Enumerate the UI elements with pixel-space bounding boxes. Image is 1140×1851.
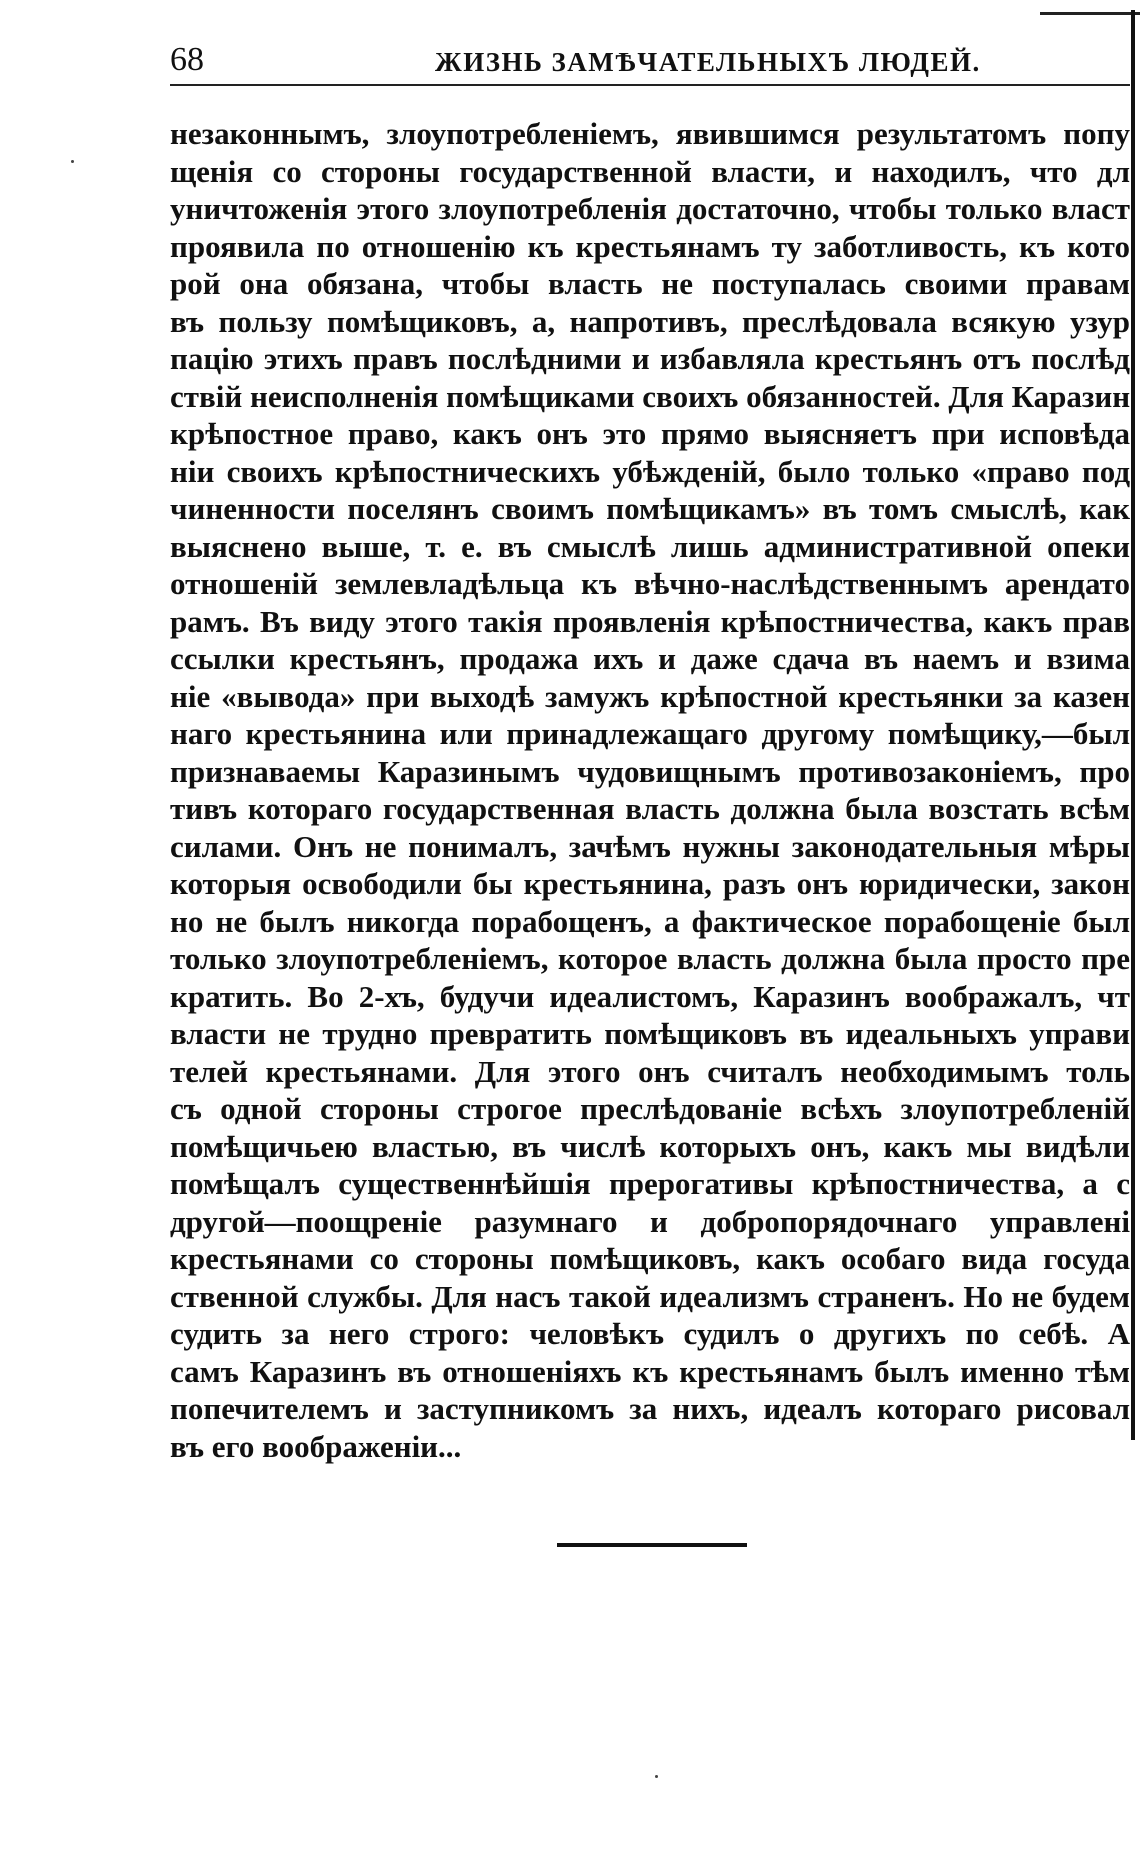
text-line: но не былъ никогда порабощенъ, а фактическое порабощеніе был bbox=[170, 903, 1130, 939]
text-line: ствій неисполненія помѣщиками своихъ обязанностей. Для Каразин bbox=[170, 378, 1130, 414]
text-line: кратить. Во 2-хъ, будучи идеалистомъ, Каразинъ воображалъ, чт bbox=[170, 978, 1130, 1014]
top-edge-rule bbox=[1040, 12, 1140, 15]
text-line: рамъ. Въ виду этого такія проявленія крѣпостничества, какъ прав bbox=[170, 603, 1130, 639]
text-line-last: въ его воображеніи... bbox=[170, 1428, 462, 1464]
text-line: помѣщалъ существеннѣйшія прерогативы крѣпостничества, а с bbox=[170, 1166, 1130, 1201]
text-line: незаконнымъ, злоупотребленіемъ, явившимся результатомъ попу bbox=[170, 116, 1130, 151]
page-gutter-edge bbox=[1131, 10, 1135, 1440]
scan-speck bbox=[655, 1775, 658, 1778]
text-line: отношеній землевладѣльца къ вѣчно-наслѣдственнымъ арендато bbox=[170, 566, 1130, 601]
text-line: въ пользу помѣщиковъ, а, напротивъ, преслѣдовала всякую узур bbox=[170, 303, 1130, 339]
text-line: попечителемъ и заступникомъ за нихъ, идеалъ котораго рисовал bbox=[170, 1391, 1130, 1426]
page-header bbox=[170, 38, 1130, 82]
text-line: наго крестьянина или принадлежащаго другому помѣщику,—был bbox=[170, 716, 1130, 751]
text-line: власти не трудно превратить помѣщиковъ въ идеальныхъ управи bbox=[170, 1016, 1130, 1051]
text-line: съ одной стороны строгое преслѣдованіе всѣхъ злоупотребленій bbox=[170, 1091, 1130, 1126]
running-title: ЖИЗНЬ ЗАМѢЧАТЕЛЬНЫХЪ ЛЮДЕЙ. bbox=[435, 47, 981, 77]
body-text bbox=[170, 115, 1130, 1465]
text-line: ніе «вывода» при выходѣ замужъ крѣпостной крестьянки за казен bbox=[170, 678, 1130, 714]
text-line: пацію этихъ правъ послѣдними и избавляла крестьянъ отъ послѣд bbox=[170, 341, 1130, 376]
text-line: судить за него строго: человѣкъ судилъ о другихъ по себѣ. А bbox=[170, 1316, 1130, 1351]
text-line: выяснено выше, т. е. въ смыслѣ лишь административной опеки bbox=[170, 528, 1130, 564]
text-line: щенія со стороны государственной власти, и находилъ, что дл bbox=[170, 153, 1130, 189]
text-line: крѣпостное право, какъ онъ это прямо выясняетъ при исповѣда bbox=[170, 416, 1130, 451]
section-end-rule bbox=[557, 1543, 747, 1547]
text-line: которыя освободили бы крестьянина, разъ онъ юридически, закон bbox=[170, 866, 1130, 901]
text-line: проявила по отношенію къ крестьянамъ ту заботливость, къ кото bbox=[170, 228, 1130, 264]
text-line: только злоупотребленіемъ, которое власть должна была просто пре bbox=[170, 941, 1130, 976]
text-line: ссылки крестьянъ, продажа ихъ и даже сдача въ наемъ и взима bbox=[170, 641, 1130, 676]
scan-speck bbox=[71, 160, 74, 163]
text-line: тивъ котораго государственная власть должна была возстать всѣм bbox=[170, 791, 1130, 826]
text-line: другой—поощреніе разумнаго и добропорядочнаго управлені bbox=[170, 1203, 1130, 1239]
text-line: признаваемы Каразинымъ чудовищнымъ противозаконіемъ, про bbox=[170, 753, 1130, 789]
page-number: 68 bbox=[170, 41, 204, 78]
text-line: помѣщичьею властью, въ числѣ которыхъ онъ, какъ мы видѣли bbox=[170, 1128, 1130, 1164]
header-rule bbox=[170, 84, 1130, 86]
text-line: телей крестьянами. Для этого онъ считалъ необходимымъ толь bbox=[170, 1053, 1130, 1089]
text-line: самъ Каразинъ въ отношеніяхъ къ крестьянамъ былъ именно тѣм bbox=[170, 1353, 1130, 1389]
text-line: рой она обязана, чтобы власть не поступалась своими правам bbox=[170, 266, 1130, 301]
text-line: чиненности поселянъ своимъ помѣщикамъ» въ томъ смыслѣ, как bbox=[170, 491, 1130, 526]
text-line: ніи своихъ крѣпостническихъ убѣжденій, было только «право под bbox=[170, 453, 1130, 489]
text-line: ственной службы. Для насъ такой идеализмъ страненъ. Но не будем bbox=[170, 1278, 1130, 1314]
text-line: силами. Онъ не понималъ, зачѣмъ нужны законодательныя мѣры bbox=[170, 828, 1130, 864]
text-line: уничтоженія этого злоупотребленія достаточно, чтобы только власт bbox=[170, 191, 1130, 226]
text-line: крестьянами со стороны помѣщиковъ, какъ особаго вида госуда bbox=[170, 1241, 1130, 1276]
